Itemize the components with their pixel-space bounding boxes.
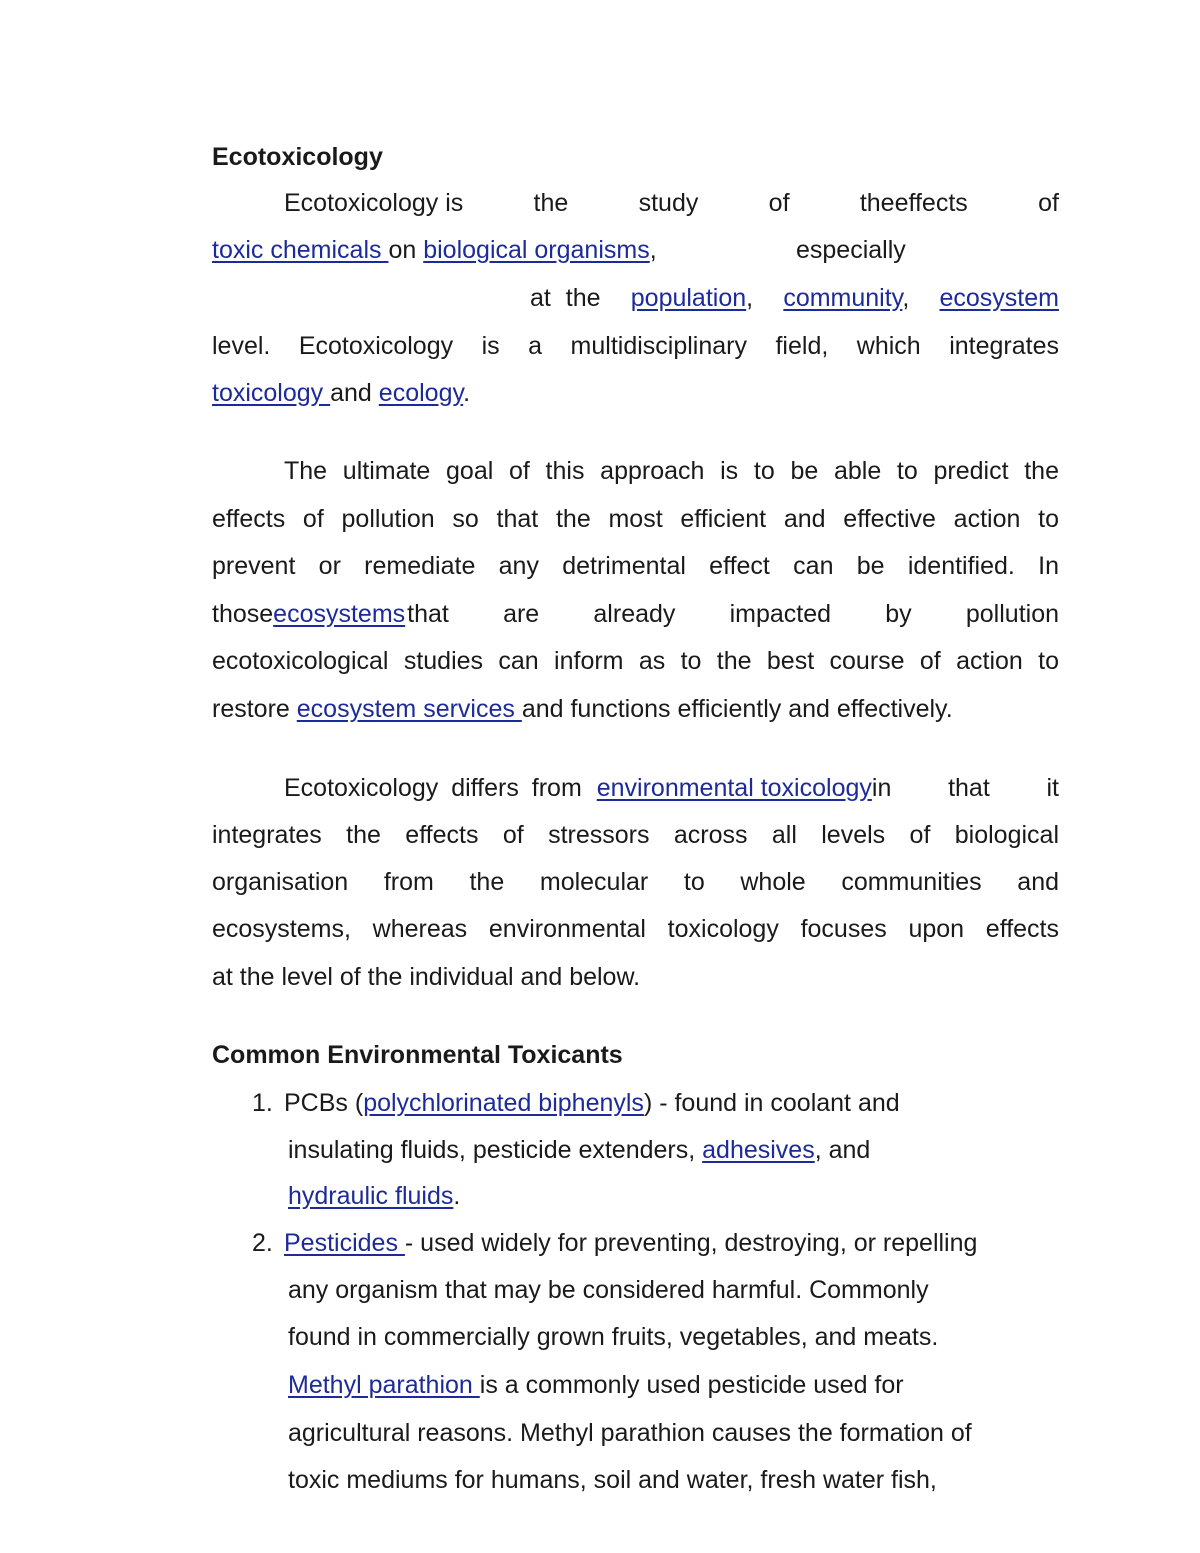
text: restore	[212, 695, 290, 723]
paragraph-2-line-1: The ultimate goal of this approach is to be able to predict the	[284, 457, 1059, 485]
link-ecosystems[interactable]: ecosystems	[273, 600, 406, 628]
paragraph-1-line-5	[212, 378, 1059, 408]
text: of	[1038, 189, 1059, 217]
paragraph-1-line-3	[530, 283, 1059, 313]
text: .	[463, 379, 471, 407]
text: at the	[530, 284, 601, 312]
text: theeffects	[859, 189, 968, 217]
list-item-2-line-5: agricultural reasons. Methyl parathion causes the formation of	[288, 1419, 972, 1447]
link-biological-organisms[interactable]: biological organisms	[423, 236, 650, 264]
text: of	[768, 189, 790, 217]
paragraph-3-line-2: integrates the effects of stressors across all levels of biological	[212, 821, 1059, 849]
link-methyl-parathion[interactable]: Methyl parathion	[288, 1371, 480, 1399]
text: ,	[902, 284, 910, 312]
paragraph-3-line-5: at the level of the individual and below.	[212, 963, 641, 991]
text: that are already impacted by pollution	[407, 600, 1059, 628]
paragraph-3-line-1	[284, 773, 1059, 803]
link-ecosystem-services[interactable]: ecosystem services	[296, 695, 522, 723]
paragraph-1-line-1	[284, 188, 1059, 218]
list-item-2-line-6: toxic mediums for humans, soil and water, fresh water fish,	[288, 1466, 937, 1494]
text: PCBs (	[284, 1089, 364, 1117]
link-ecology[interactable]: ecology	[378, 379, 464, 407]
link-environmental-toxicology[interactable]: environmental toxicology	[596, 774, 872, 802]
paragraph-3-line-3: organisation from the molecular to whole communities and	[212, 868, 1059, 896]
text: is a commonly used pesticide used for	[479, 1371, 904, 1399]
list-item-2-line-4	[288, 1370, 904, 1400]
text: ,	[746, 284, 754, 312]
list-number-1: 1.	[252, 1089, 273, 1117]
text-especially: especially	[796, 236, 906, 264]
list-item-2-line-1	[284, 1228, 977, 1258]
text: ,	[649, 236, 657, 264]
link-adhesives[interactable]: adhesives	[702, 1136, 815, 1164]
list-item-2-line-3: found in commercially grown fruits, vegetables, and meats.	[288, 1323, 939, 1351]
link-population[interactable]: population	[630, 284, 747, 312]
link-community[interactable]: community	[783, 284, 903, 312]
link-ecosystem[interactable]: ecosystem	[939, 284, 1059, 312]
paragraph-2-line-3: prevent or remediate any detrimental effect can be identified. In	[212, 552, 1059, 580]
paragraph-1-line-2	[212, 235, 1059, 265]
link-polychlorinated-biphenyls[interactable]: polychlorinated biphenyls	[363, 1089, 644, 1117]
text: ) - found in coolant and	[643, 1089, 900, 1117]
paragraph-1-line-4: level. Ecotoxicology is a multidisciplinary field, which integrates	[212, 332, 1059, 360]
paragraph-2-line-5: ecotoxicological studies can inform as to the best course of action to	[212, 647, 1059, 675]
text: the	[533, 189, 569, 217]
paragraph-2-line-2: effects of pollution so that the most efficient and effective action to	[212, 505, 1059, 533]
text: Ecotoxicology is	[284, 189, 464, 217]
list-item-1-line-2	[288, 1135, 870, 1165]
text: on	[388, 236, 417, 264]
text: and	[330, 379, 372, 407]
text: Ecotoxicology differs from	[284, 774, 582, 802]
text: .	[453, 1182, 461, 1210]
link-toxicology[interactable]: toxicology	[212, 379, 331, 407]
link-toxic-chemicals[interactable]: toxic chemicals	[212, 236, 389, 264]
section-heading-ecotoxicology: Ecotoxicology	[212, 143, 383, 171]
link-hydraulic-fluids[interactable]: hydraulic fluids	[288, 1182, 454, 1210]
text: study	[638, 189, 699, 217]
list-item-2-line-2: any organism that may be considered harmful. Commonly	[288, 1276, 929, 1304]
link-pesticides[interactable]: Pesticides	[284, 1229, 405, 1257]
list-item-1-line-3	[288, 1181, 460, 1211]
paragraph-2-line-4	[212, 599, 1059, 629]
text: - used widely for preventing, destroying, or repelling	[404, 1229, 978, 1257]
text: , and	[814, 1136, 871, 1164]
list-number-2: 2.	[252, 1229, 273, 1257]
paragraph-2-line-6	[212, 694, 1059, 724]
section-heading-common-toxicants: Common Environmental Toxicants	[212, 1041, 623, 1069]
paragraph-3-line-4: ecosystems, whereas environmental toxicology focuses upon effects	[212, 915, 1059, 943]
list-item-1-line-1	[284, 1088, 900, 1118]
text: those	[212, 600, 274, 628]
text: insulating fluids, pesticide extenders,	[288, 1136, 696, 1164]
text: in that it	[871, 774, 1059, 802]
text: and functions efficiently and effectively.	[521, 695, 953, 723]
